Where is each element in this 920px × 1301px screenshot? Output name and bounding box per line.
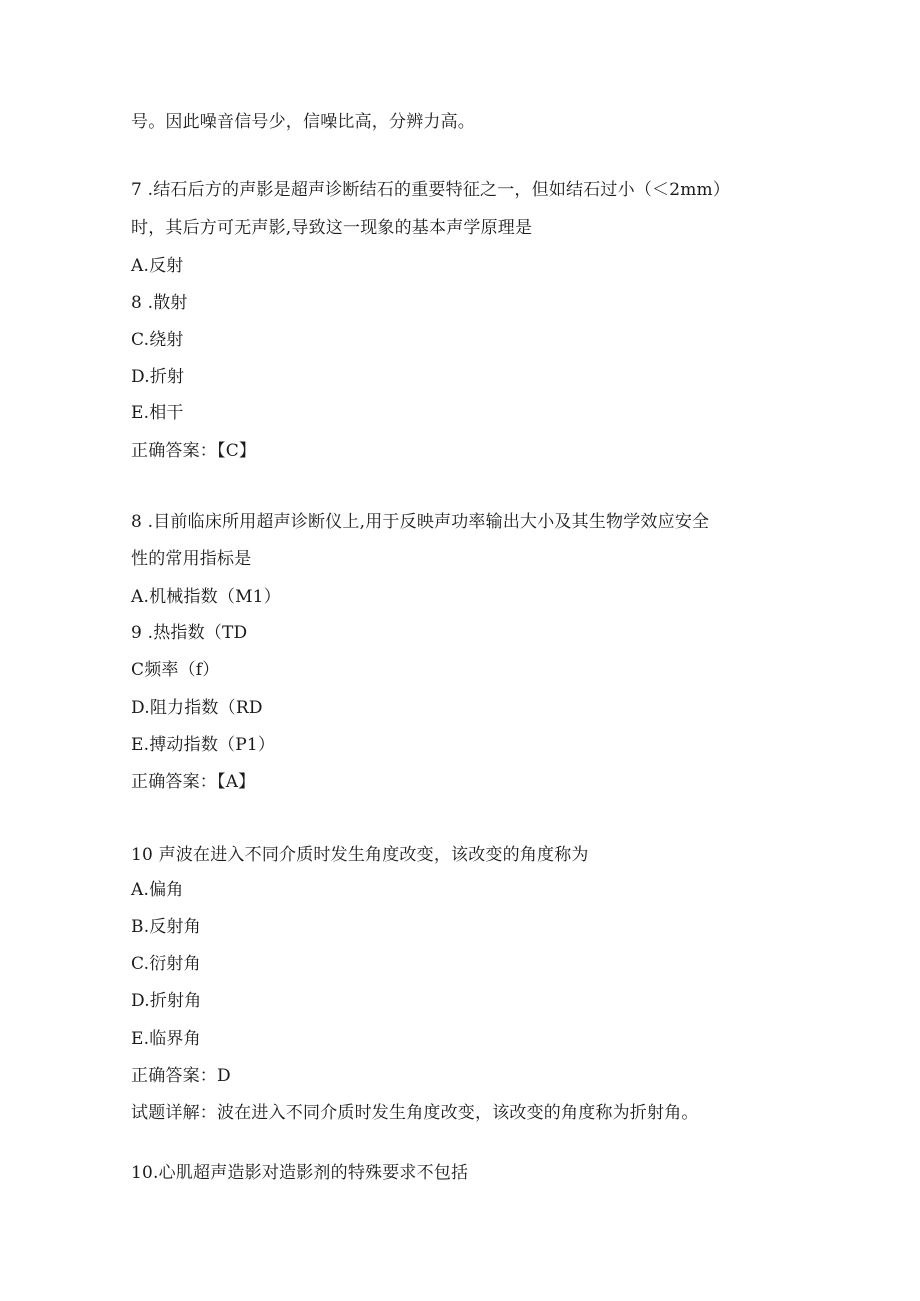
question-7-answer: 正确答案：【C】 [131, 441, 257, 461]
question-10-answer: 正确答案：D [131, 1066, 231, 1086]
question-7-option-b: 8 .散射 [131, 293, 188, 313]
question-7-option-a: A.反射 [131, 256, 184, 276]
question-8-option-b: 9 .热指数（TD [131, 623, 248, 643]
question-8-stem-line-1: 8 .目前临床所用超声诊断仪上,用于反映声功率输出大小及其生物学效应安全 [131, 512, 710, 532]
question-10-explanation: 试题详解：波在进入不同介质时发生角度改变，该改变的角度称为折射角。 [131, 1103, 699, 1123]
next-question-stem: 10.心肌超声造影对造影剂的特殊要求不包括 [131, 1163, 469, 1183]
question-10-stem: 10 声波在进入不同介质时发生角度改变，该改变的角度称为 [131, 845, 589, 865]
question-8-option-c: C频率（f） [131, 660, 220, 680]
question-7-option-c: C.绕射 [131, 330, 184, 350]
question-10-option-b: B.反射角 [131, 917, 201, 937]
question-10-option-c: C.衍射角 [131, 954, 201, 974]
question-7-stem-line-2: 时，其后方可无声影,导致这一现象的基本声学原理是 [131, 218, 533, 238]
question-10-option-e: E.临界角 [131, 1029, 201, 1049]
question-10-option-d: D.折射角 [131, 991, 202, 1011]
continuation-text: 号。因此噪音信号少，信噪比高，分辨力高。 [131, 112, 475, 132]
question-7-option-d: D.折射 [131, 367, 185, 387]
question-8-option-a: A.机械指数（M1） [131, 587, 281, 607]
question-8-option-d: D.阻力指数（RD [131, 698, 263, 718]
question-7-stem-line-1: 7 .结石后方的声影是超声诊断结石的重要特征之一，但如结石过小（＜2mm） [131, 180, 731, 200]
question-7-option-e: E.相干 [131, 403, 184, 423]
question-8-answer: 正确答案：【A】 [131, 772, 256, 792]
question-8-stem-line-2: 性的常用指标是 [131, 549, 252, 569]
question-8-option-e: E.搏动指数（P1） [131, 735, 276, 755]
question-10-option-a: A.偏角 [131, 880, 184, 900]
